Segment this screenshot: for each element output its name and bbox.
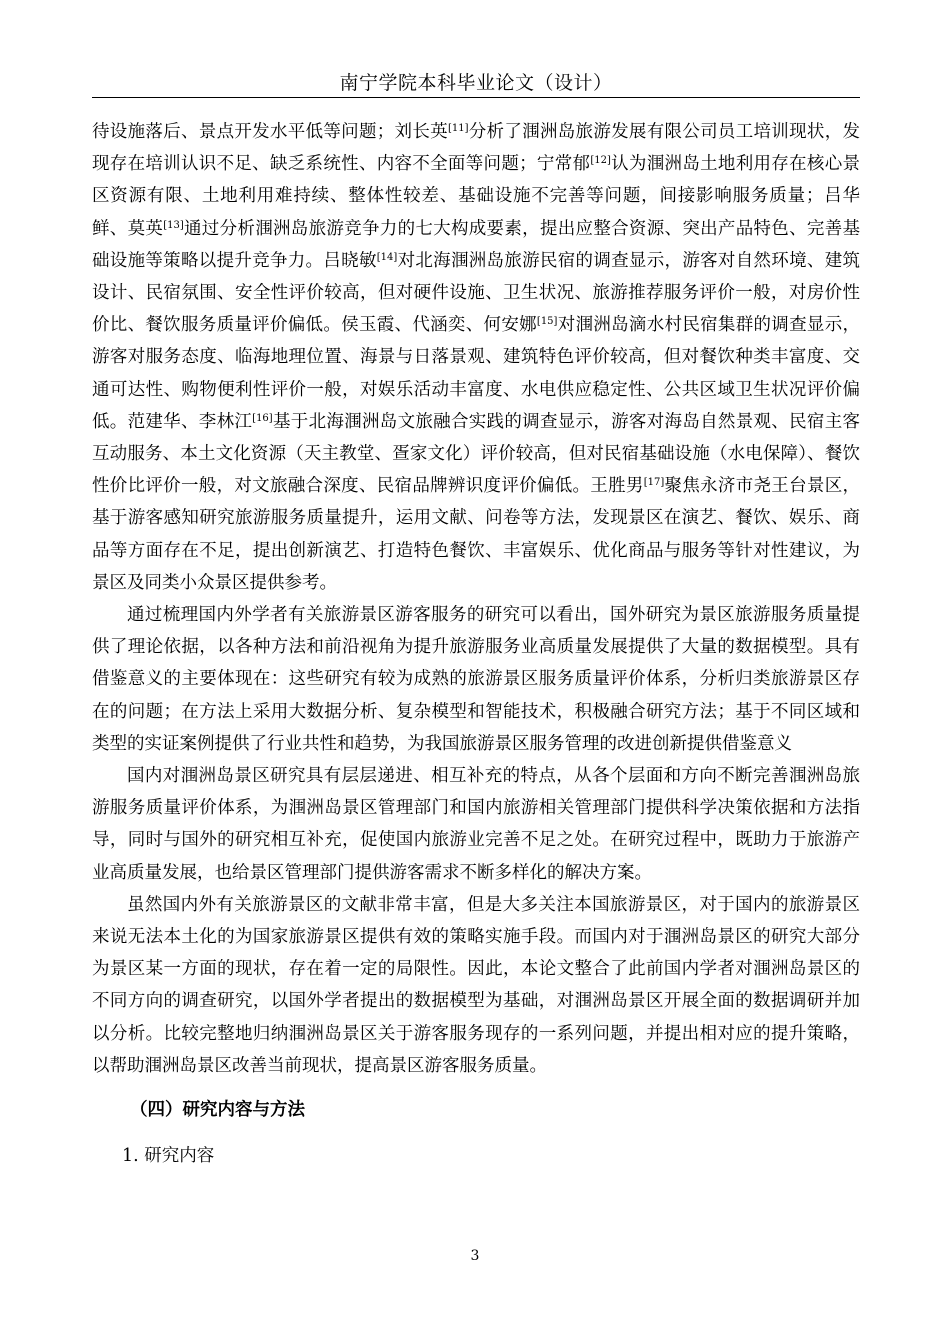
paragraph-list [92,116,860,1082]
paragraph-text: 聚焦永济市尧王台景区，基于游客感知研究旅游服务质量提升，运用文献、问卷等方法，发现景区在演艺、餐饮、娱乐、商品等方面存在不足，提出创新演艺、打造特色餐饮、丰富娱乐、优化商品与服务等针对性建议，为景区及同类小众景区提供参考。 [92,476,860,593]
paragraph-text: 虽然国内外有关旅游景区的文献非常丰富，但是大多关注本国旅游景区，对于国内的旅游景区来说无法本土化的为国家旅游景区提供有效的策略实施手段。而国内对于涠洲岛景区的研究大部分为景区某一方面的现状，存在着一定的局限性。因此，本论文整合了此前国内学者对涠洲岛景区的不同方向的调查研究，以国外学者提出的数据模型为基础，对涠洲岛景区开展全面的数据调研并加以分析。比较完整地归纳涠洲岛景区关于游客服务现存的一系列问题，并提出相对应的提升策略，以帮助涠洲岛景区改善当前现状，提高景区游客服务质量。 [92,894,860,1076]
citation-ref: [17] [643,477,665,489]
paragraph-text: 分析了涠洲岛旅游发展有限公司员工培训现状，发现存在培训认识不足、缺乏系统性、内容不全面等问题；宁常郁 [92,122,860,175]
body-paragraph [92,889,860,1082]
page-number: 3 [470,1248,480,1264]
body-paragraph [92,116,860,599]
paragraph-text: 认为涠洲岛土地利用存在核心景区资源有限、土地利用难持续、整体性较差、基础设施不完善等问题，间接影响服务质量；吕华鲜、莫英 [92,154,860,239]
paragraph-text: 通过梳理国内外学者有关旅游景区游客服务的研究可以看出，国外研究为景区旅游服务质量提供了理论依据，以各种方法和前沿视角为提升旅游服务业高质量发展提供了大量的数据模型。具有借鉴意义的主要体现在：这些研究有较为成熟的旅游景区服务质量评价体系，分析归类旅游景区存在的问题；在方法上采用大数据分析、复杂模型和智能技术，积极融合研究方法；基于不同区域和类型的实证案例提供了行业共性和趋势，为我国旅游景区服务管理的改进创新提供借鉴意义 [92,605,860,754]
citation-ref: [13] [163,219,184,231]
citation-ref: [14] [376,251,398,263]
paragraph-text: 待设施落后、景点开发水平低等问题；刘长英 [92,122,448,142]
header-divider [92,97,860,98]
paragraph-text: 基于北海涠洲岛文旅融合实践的调查显示，游客对海岛自然景观、民宿主客互动服务、本土文化资源（天主教堂、疍家文化）评价较高，但对民宿基础设施（水电保障）、餐饮性价比评价一般，对文旅融合深度、民宿品牌辨识度评价偏低。王胜男 [92,411,860,497]
citation-ref: [11] [447,123,469,134]
citation-ref: [16] [252,412,273,424]
citation-ref: [12] [590,155,611,167]
paragraph-text: 对涠洲岛滴水村民宿集群的调查显示，游客对服务态度、临海地理位置、海景与日落景观、建筑特色评价较高，但对餐饮种类丰富度、交通可达性、购物便利性评价一般，对娱乐活动丰富度、水电供应稳定性、公共区域卫生状况评价偏低。范建华、李林江 [92,315,860,432]
section-heading: （四）研究内容与方法 [130,1100,305,1121]
page-header-title: 南宁学院本科毕业论文（设计） [339,72,613,94]
paragraph-text: 对北海涠洲岛旅游民宿的调查显示，游客对自然环境、建筑设计、民宿氛围、安全性评价较高，但对硬件设施、卫生状况、旅游推荐服务评价一般，对房价性价比、餐饮服务质量评价偏低。侯玉霞、代涵奕、何安娜 [92,250,860,336]
paragraph-text: 国内对涠洲岛景区研究具有层层递进、相互补充的特点，从各个层面和方向不断完善涠洲岛旅游服务质量评价体系，为涠洲岛景区管理部门和国内旅游相关管理部门提供科学决策依据和方法指导，同时与国外的研究相互补充，促使国内旅游业完善不足之处。在研究过程中，既助力于旅游产业高质量发展，也给景区管理部门提供游客需求不断多样化的解决方案。 [92,766,860,883]
body-content [92,116,860,1172]
body-paragraph [92,599,860,760]
paragraph-text: 通过分析涠洲岛旅游竞争力的七大构成要素，提出应整合资源、突出产品特色、完善基础设施等策略以提升竞争力。吕晓敏 [92,218,860,271]
sub-heading: 1. 研究内容 [122,1146,215,1167]
citation-ref: [15] [536,316,558,328]
body-paragraph [92,760,860,889]
